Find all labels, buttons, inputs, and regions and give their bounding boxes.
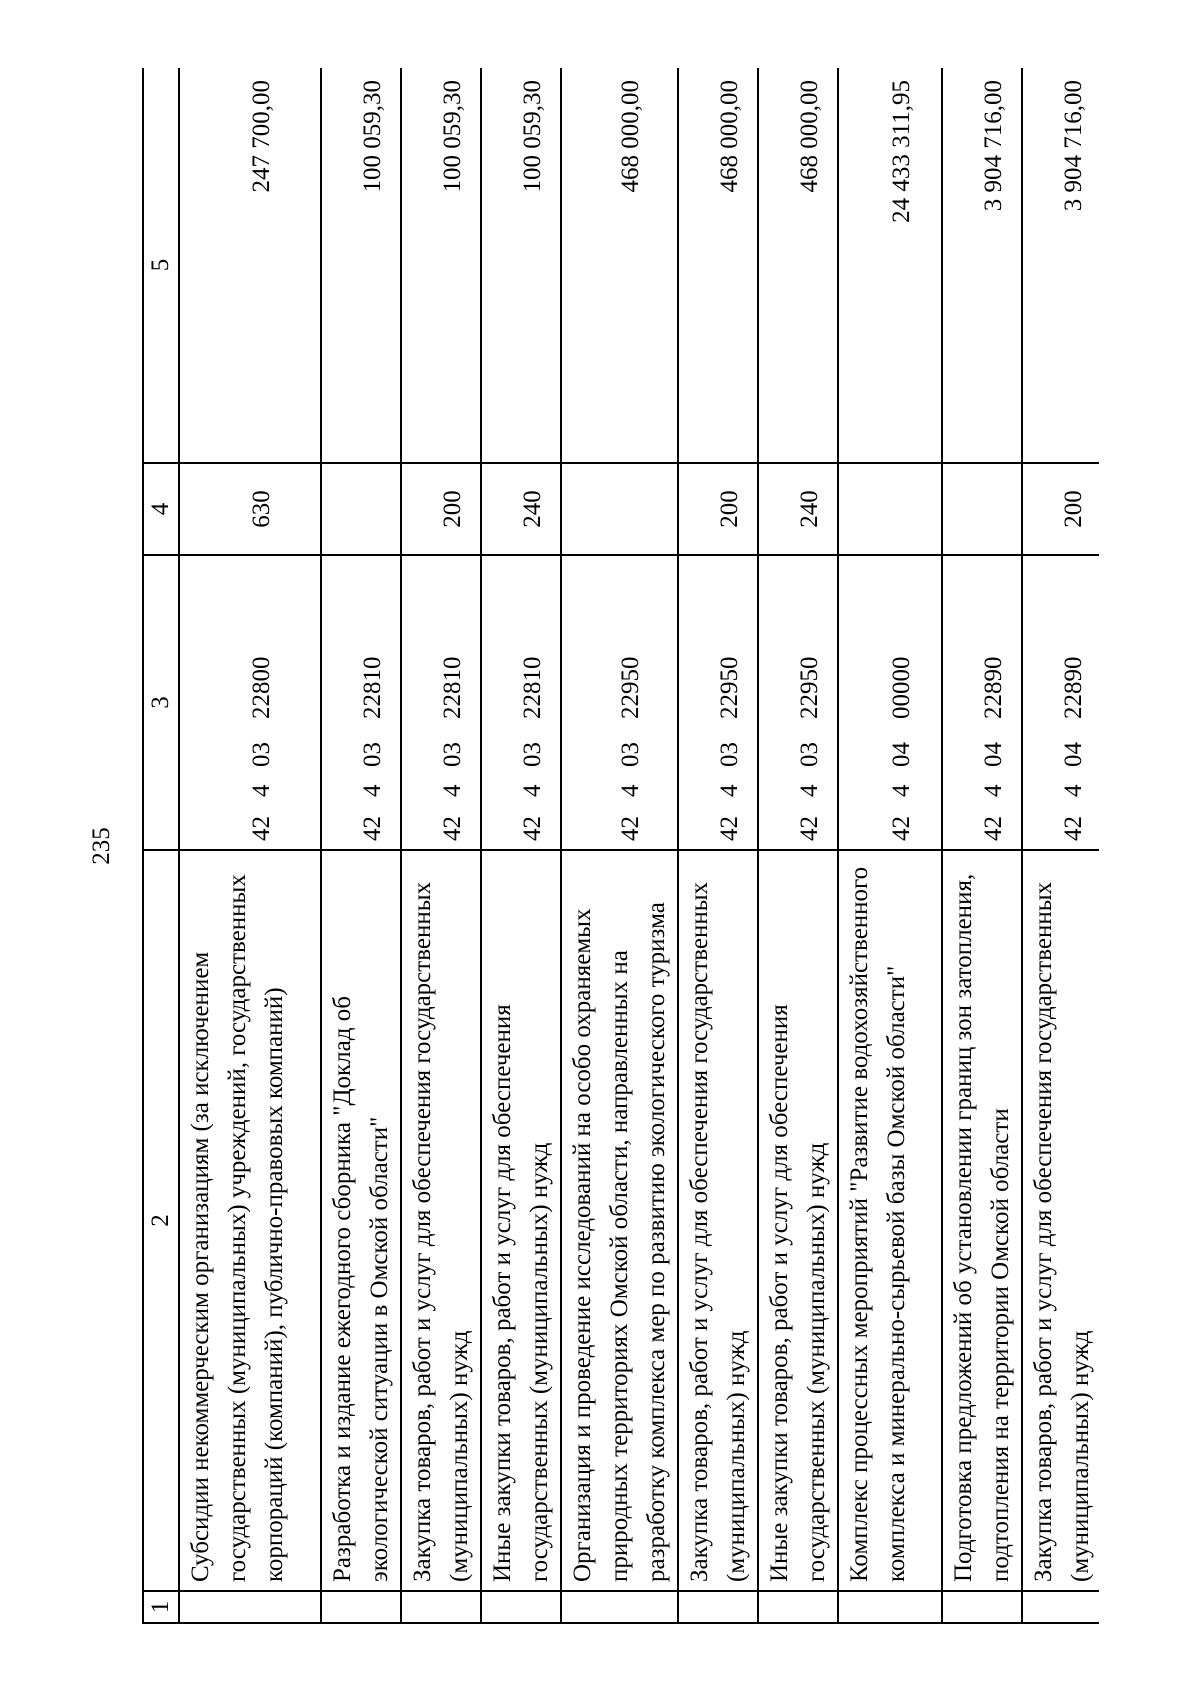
code-part: 42 xyxy=(518,816,546,841)
row-code-cell xyxy=(481,555,561,850)
row-code-cell xyxy=(942,555,1022,850)
row-number-cell xyxy=(401,1591,481,1623)
code-part: 03 xyxy=(518,742,546,767)
row-number-cell xyxy=(561,1591,678,1623)
code-part: 42 xyxy=(617,816,644,841)
code-part: 4 xyxy=(979,784,1007,797)
code-part: 22950 xyxy=(715,656,743,719)
row-name-cell: Подготовка предложений об установлении границ зон затопления, подтопления на территории Омской области xyxy=(942,850,1022,1591)
row-amount-cell: 24 433 311,95 xyxy=(838,68,942,463)
row-name-cell: Разработка и издание ежегодного сборника "Доклад об экологической ситуации в Омской области" xyxy=(321,850,401,1591)
code-part: 22950 xyxy=(795,656,823,719)
code-part: 42 xyxy=(795,816,823,841)
code-part: 4 xyxy=(1059,784,1087,797)
row-amount-cell: 247 700,00 xyxy=(179,68,321,463)
row-amount-cell: 3 904 716,00 xyxy=(942,68,1022,463)
row-code-cell xyxy=(678,555,758,850)
table-row xyxy=(678,68,758,1623)
code-part: 4 xyxy=(715,784,743,797)
row-number-cell xyxy=(1022,1591,1099,1623)
code-part: 03 xyxy=(617,742,644,767)
header-col-3: 3 xyxy=(143,555,179,850)
code-part: 42 xyxy=(438,816,466,841)
row-name-cell: Субсидии некоммерческим организациям (за исключением государственных (муниципальных) учреждений, государственных корпораций (компаний), публично-правовых компаний) xyxy=(179,850,321,1591)
table-row xyxy=(758,68,838,1623)
row-code-cell xyxy=(561,555,678,850)
row-name-cell: Закупка товаров, работ и услуг для обеспечения государственных (муниципальных) нужд xyxy=(678,850,758,1591)
code-part: 03 xyxy=(715,742,743,767)
code-part: 22890 xyxy=(1059,656,1087,719)
row-amount-cell: 468 000,00 xyxy=(561,68,678,463)
row-name-cell: Закупка товаров, работ и услуг для обеспечения государственных (муниципальных) нужд xyxy=(1022,850,1099,1591)
row-code-cell xyxy=(1022,555,1099,850)
row-vr-cell: 200 xyxy=(678,463,758,555)
row-code-cell xyxy=(838,555,942,850)
row-vr-cell xyxy=(321,463,401,555)
code-part: 04 xyxy=(979,742,1007,767)
row-number-cell xyxy=(758,1591,838,1623)
row-number-cell xyxy=(481,1591,561,1623)
row-number-cell xyxy=(321,1591,401,1623)
table-row xyxy=(838,68,942,1623)
code-part: 04 xyxy=(887,742,915,767)
code-part: 42 xyxy=(715,816,743,841)
row-code-cell xyxy=(758,555,838,850)
header-row xyxy=(143,68,179,1623)
code-part: 4 xyxy=(247,784,275,797)
row-amount-cell: 468 000,00 xyxy=(758,68,838,463)
code-part: 42 xyxy=(887,816,915,841)
code-part: 03 xyxy=(358,742,386,767)
row-amount-cell: 100 059,30 xyxy=(401,68,481,463)
header-col-1: 1 xyxy=(143,1591,179,1623)
row-vr-cell: 200 xyxy=(1022,463,1099,555)
header-col-2: 2 xyxy=(143,850,179,1591)
row-name-cell: Иные закупки товаров, работ и услуг для обеспечения государственных (муниципальных) нужд xyxy=(481,850,561,1591)
code-part: 4 xyxy=(358,784,386,797)
code-part: 03 xyxy=(795,742,823,767)
table-row xyxy=(561,68,678,1623)
page-number: 235 xyxy=(88,827,115,865)
code-part: 00000 xyxy=(887,656,915,719)
row-number-cell xyxy=(179,1591,321,1623)
table-row xyxy=(321,68,401,1623)
header-col-4: 4 xyxy=(143,463,179,555)
row-name-cell: Закупка товаров, работ и услуг для обеспечения государственных (муниципальных) нужд xyxy=(401,850,481,1591)
row-number-cell xyxy=(678,1591,758,1623)
rotated-page xyxy=(142,68,1099,1624)
code-part: 42 xyxy=(247,816,275,841)
code-part: 42 xyxy=(1059,816,1087,841)
row-code-cell xyxy=(179,555,321,850)
row-number-cell xyxy=(942,1591,1022,1623)
code-part: 04 xyxy=(1059,742,1087,767)
row-amount-cell: 100 059,30 xyxy=(481,68,561,463)
table-row xyxy=(481,68,561,1623)
code-part: 03 xyxy=(438,742,466,767)
code-part: 03 xyxy=(247,742,275,767)
code-part: 22810 xyxy=(438,656,466,719)
row-vr-cell: 630 xyxy=(179,463,321,555)
row-vr-cell: 200 xyxy=(401,463,481,555)
header-col-5: 5 xyxy=(143,68,179,463)
row-code-cell xyxy=(321,555,401,850)
row-vr-cell: 240 xyxy=(758,463,838,555)
table-row xyxy=(1022,68,1099,1623)
code-part: 42 xyxy=(358,816,386,841)
row-amount-cell: 3 904 716,00 xyxy=(1022,68,1099,463)
budget-table xyxy=(142,68,1099,1624)
row-vr-cell xyxy=(838,463,942,555)
code-part: 22890 xyxy=(979,656,1007,719)
code-part: 42 xyxy=(979,816,1007,841)
code-part: 4 xyxy=(617,784,644,797)
row-name-cell: Комплекс процессных мероприятий "Развитие водохозяйственного комплекса и минерально-сырьевой базы Омской области" xyxy=(838,850,942,1591)
row-vr-cell xyxy=(561,463,678,555)
code-part: 4 xyxy=(887,784,915,797)
code-part: 22810 xyxy=(358,656,386,719)
row-vr-cell: 240 xyxy=(481,463,561,555)
row-amount-cell: 468 000,00 xyxy=(678,68,758,463)
code-part: 22810 xyxy=(518,656,546,719)
code-part: 4 xyxy=(795,784,823,797)
budget-table-wrapper xyxy=(142,68,1099,1624)
code-part: 22950 xyxy=(617,656,644,719)
table-row xyxy=(179,68,321,1623)
row-vr-cell xyxy=(942,463,1022,555)
row-number-cell xyxy=(838,1591,942,1623)
row-amount-cell: 100 059,30 xyxy=(321,68,401,463)
row-name-cell: Организация и проведение исследований на особо охраняемых природных территориях Омской области, направленных на разработку комплекса мер по развитию экологического туризма xyxy=(561,850,678,1591)
code-part: 22800 xyxy=(247,656,275,719)
table-row xyxy=(942,68,1022,1623)
row-name-cell: Иные закупки товаров, работ и услуг для обеспечения государственных (муниципальных) нужд xyxy=(758,850,838,1591)
code-part: 4 xyxy=(518,784,546,797)
table-row xyxy=(401,68,481,1623)
row-code-cell xyxy=(401,555,481,850)
code-part: 4 xyxy=(438,784,466,797)
